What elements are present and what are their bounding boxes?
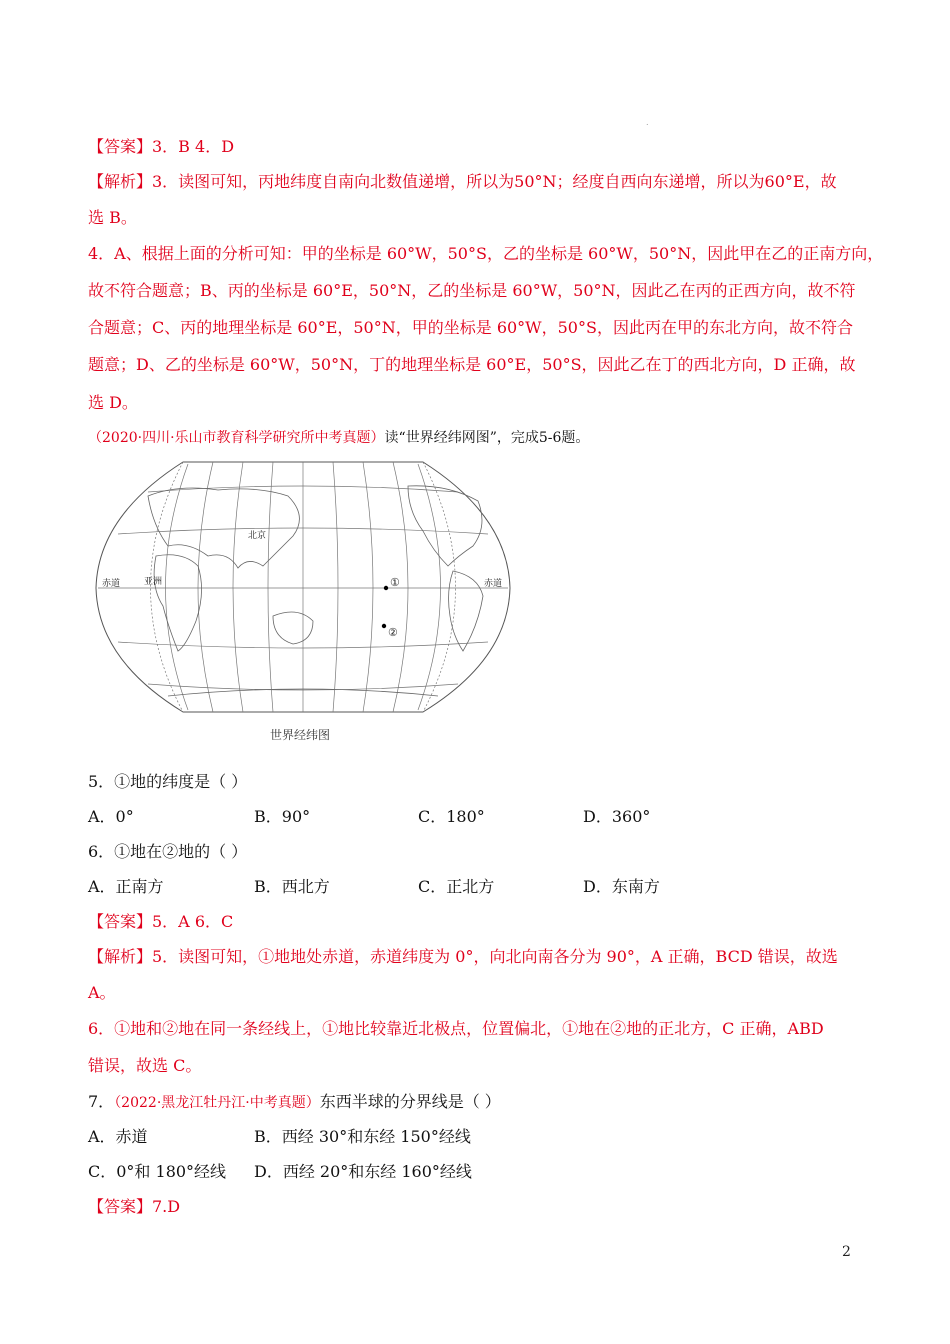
question-intro: 读“世界经纬网图”，完成5-6题。 <box>384 430 590 446</box>
equator-label-left: 赤道 <box>102 579 121 589</box>
analysis-4-line-2: 故不符合题意；B、丙的坐标是 60°E，50°N，乙的坐标是 60°W，50°N，因此乙在丙的正西方向，故不符 <box>88 281 856 300</box>
point-1-marker <box>384 586 388 590</box>
question-7-source: （2022·黑龙江牡丹江·中考真题） <box>114 1095 320 1111</box>
analysis-5-line-2: A。 <box>88 983 116 1002</box>
stray-dot: . <box>646 118 649 127</box>
answer-3-4: 【答案】3．B 4．D <box>88 137 235 156</box>
q5-option-c[interactable]: C．180° <box>418 807 485 826</box>
asia-label: 亚洲 <box>144 577 163 587</box>
analysis-4-line-5: 选 D。 <box>88 393 138 412</box>
point-1-label: ① <box>390 576 400 589</box>
q7-option-b[interactable]: B．西经 30°和东经 150°经线 <box>254 1127 471 1146</box>
equator-label-right: 赤道 <box>484 579 503 589</box>
page-number: 2 <box>842 1244 851 1260</box>
question-7-number: 7． <box>88 1092 115 1111</box>
q7-option-c[interactable]: C．0°和 180°经线 <box>88 1162 227 1181</box>
q5-option-a[interactable]: A．0° <box>88 807 134 826</box>
question-5-stem: 5．①地的纬度是（ ） <box>88 772 248 791</box>
beijing-label: 北京 <box>248 531 267 541</box>
world-graticule-map <box>88 456 518 718</box>
analysis-6-line-2: 错误，故选 C。 <box>88 1056 202 1075</box>
map-svg <box>88 456 518 718</box>
point-2-label: ② <box>388 626 398 639</box>
q6-option-d[interactable]: D．东南方 <box>583 877 660 896</box>
q6-option-c[interactable]: C．正北方 <box>418 877 495 896</box>
point-2-marker <box>382 624 386 628</box>
question-5-6-header <box>88 427 589 449</box>
map-caption: 世界经纬图 <box>270 728 331 742</box>
question-7-stem-line <box>88 1091 501 1114</box>
analysis-3-line-2: 选 B。 <box>88 208 137 227</box>
analysis-4-line-1: 4．A、根据上面的分析可知：甲的坐标是 60°W，50°S，乙的坐标是 60°W，50°N，因此甲在乙的正南方向， <box>88 244 884 263</box>
question-7-stem: 东西半球的分界线是（ ） <box>319 1092 501 1111</box>
answer-5-6: 【答案】5．A 6．C <box>88 912 234 931</box>
q5-option-b[interactable]: B．90° <box>254 807 311 826</box>
q6-option-a[interactable]: A．正南方 <box>88 877 164 896</box>
q5-option-d[interactable]: D．360° <box>583 807 651 826</box>
analysis-4-line-4: 题意；D、乙的坐标是 60°W，50°N，丁的地理坐标是 60°E，50°S，因此乙在丁的西北方向，D 正确，故 <box>88 355 856 374</box>
answer-7: 【答案】7.D <box>88 1197 181 1216</box>
analysis-6-line-1: 6．①地和②地在同一条经线上，①地比较靠近北极点，位置偏北，①地在②地的正北方，C 正确，ABD <box>88 1019 824 1038</box>
analysis-4-line-3: 合题意；C、丙的地理坐标是 60°E，50°N，甲的坐标是 60°W，50°S，因此丙在甲的东北方向，故不符合 <box>88 318 853 337</box>
question-source: （2020·四川·乐山市教育科学研究所中考真题） <box>88 430 385 446</box>
q7-option-d[interactable]: D．西经 20°和东经 160°经线 <box>254 1162 472 1181</box>
question-6-stem: 6．①地在②地的（ ） <box>88 842 248 861</box>
analysis-5-line-1: 【解析】5．读图可知，①地地处赤道，赤道纬度为 0°，向北向南各分为 90°，A 正确，BCD 错误，故选 <box>88 947 838 966</box>
q6-option-b[interactable]: B．西北方 <box>254 877 330 896</box>
q7-option-a[interactable]: A．赤道 <box>88 1127 148 1146</box>
analysis-3-line-1: 【解析】3．读图可知，丙地纬度自南向北数值递增，所以为50°N；经度自西向东递增，所以为60°E，故 <box>88 172 837 191</box>
